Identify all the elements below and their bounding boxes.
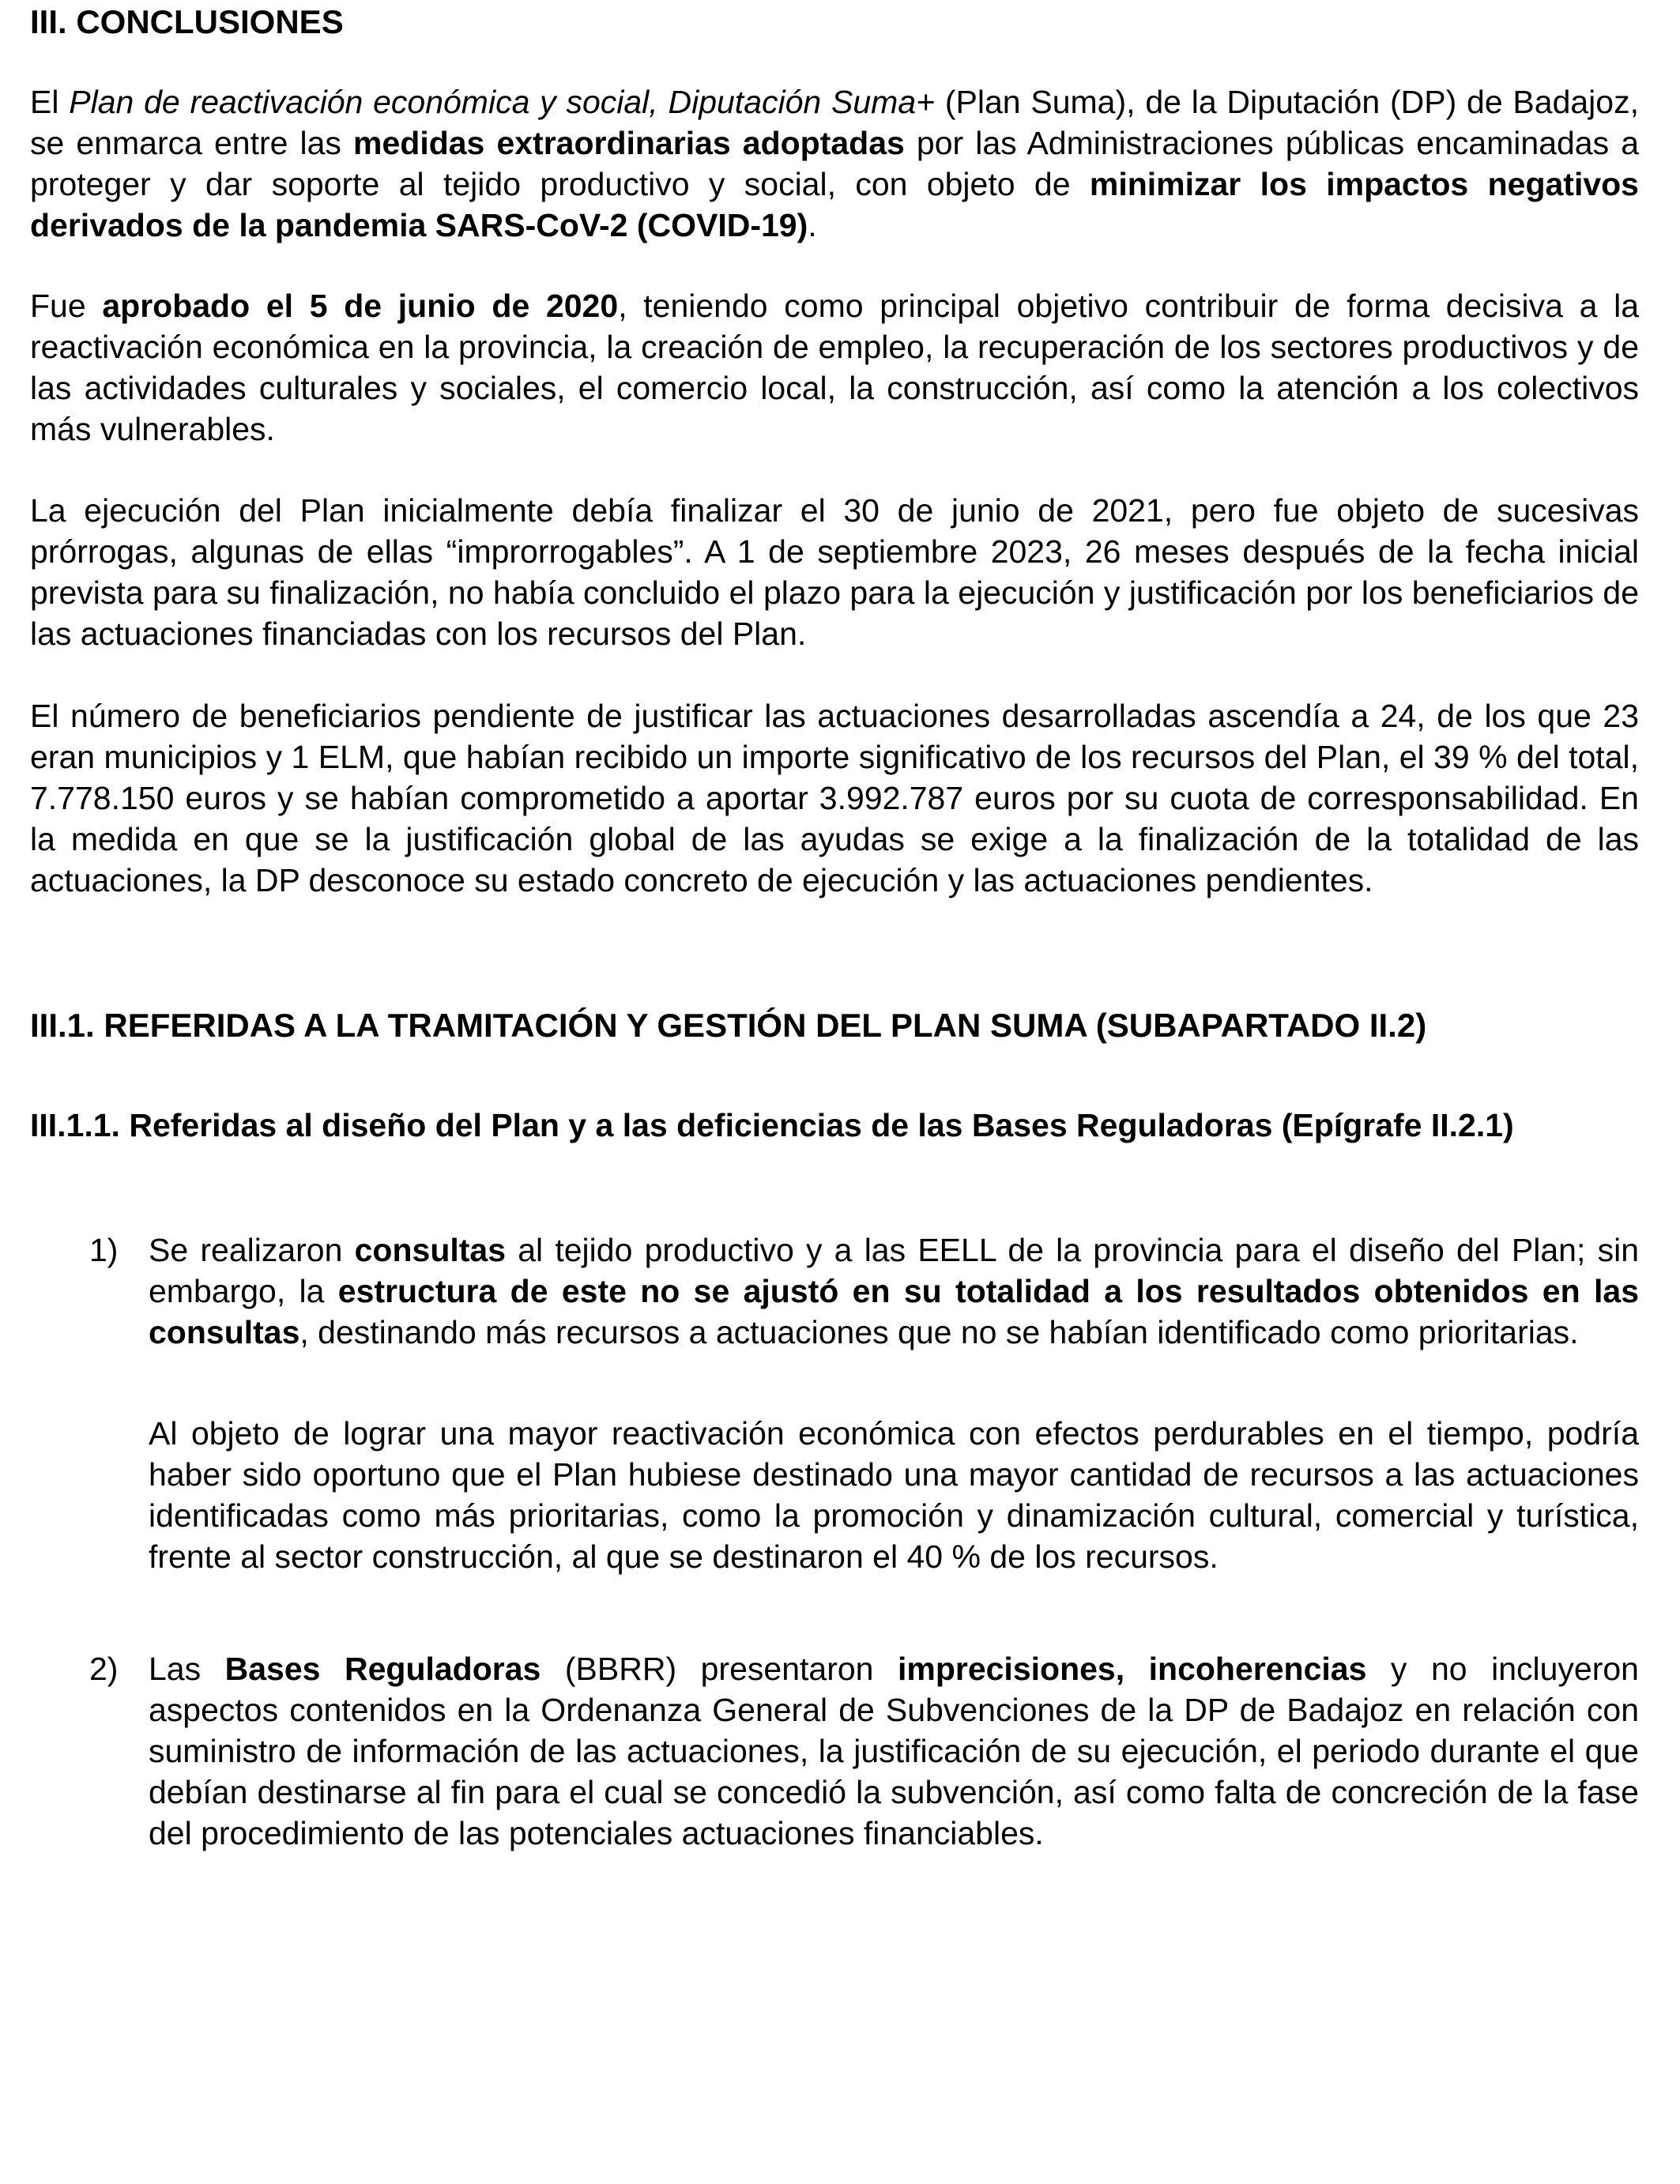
paragraph-beneficiaries: El número de beneficiarios pendiente de justificar las actuaciones desarrolladas ascendía a 24, de los que 23 eran municipios y 1 ELM, que habían recibido un importe significativo de los recursos del Plan, el 39 % del total, 7.778.150 euros y se habían comprometido a aportar 3.992.787 euros por su cuota de corresponsabilidad. En la medida en que se la justificación global de las ayudas se exige a la finalización de la totalidad de las actuaciones, la DP desconoce su estado concreto de ejecución y las actuaciones pendientes. [30, 698, 1639, 898]
list-item-1-text [149, 1229, 1639, 1353]
p2-bold-date: aprobado el 5 de junio de 2020 [102, 288, 619, 324]
p1-bold-1: medidas extraordinarias adoptadas [353, 125, 905, 161]
i1-bold-1: consultas [354, 1232, 507, 1268]
p2-text-2: , teniendo como principal objetivo contribuir de forma decisiva a la reactivación económica en la provincia, la creación de empleo, la recuperación de los sectores productivos y de las actividades culturales y sociales, el comercio local, la construcción, así como la atención a los colectivos más vulnerables. [30, 288, 1639, 447]
subsubsection-title: III.1.1. Referidas al diseño del Plan y a las deficiencias de las Bases Reguladoras (Epígrafe II.2.1) [30, 1107, 1514, 1143]
p1-text-2: (Plan Suma), de la Diputación (DP) de Badajoz, se enmarca entre las [30, 84, 1639, 161]
list-item-1-number: 1) [89, 1232, 119, 1268]
i1-text-3: , destinando más recursos a actuaciones que no se habían identificado como prioritarias. [299, 1314, 1579, 1350]
list-item-2-number: 2) [89, 1651, 119, 1687]
paragraph-execution: La ejecución del Plan inicialmente debía finalizar el 30 de junio de 2021, pero fue objeto de sucesivas prórrogas, algunas de ellas “improrrogables”. A 1 de septiembre 2023, 26 meses después de la fecha inicial prevista para su finalización, no había concluido el plazo para la ejecución y justificación por los beneficiarios de las actuaciones financiadas con los recursos del Plan. [30, 492, 1639, 652]
list-item-2-text [149, 1648, 1639, 1854]
i1-bold-2: estructura de este no se ajustó en su totalidad a los resultados obtenidos en las consultas [149, 1273, 1639, 1350]
p1-plan-name: Plan de reactivación económica y social, Diputación Suma+ [69, 84, 936, 120]
i1-text-1: Se realizaron [149, 1232, 355, 1268]
p1-bold-2: minimizar los impactos negativos derivados de la pandemia SARS-CoV-2 (COVID-19) [30, 166, 1639, 243]
p1-text-3: por las Administraciones públicas encaminadas a proteger y dar soporte al tejido productivo y social, con objeto de [30, 125, 1639, 202]
i2-text-1: Las [149, 1651, 225, 1687]
list-item-1-followup: Al objeto de lograr una mayor reactivación económica con efectos perdurables en el tiempo, podría haber sido oportuno que el Plan hubiese destinado una mayor cantidad de recursos a las actuaciones identificadas como más prioritarias, como la promoción y dinamización cultural, comercial y turística, frente al sector construcción, al que se destinaron el 40 % de los recursos. [149, 1415, 1639, 1575]
p2-text-1: Fue [30, 288, 103, 324]
p1-text-4: . [808, 207, 817, 243]
i2-bold-2: imprecisiones, incoherencias [897, 1651, 1367, 1687]
p1-text-1: El [30, 84, 70, 120]
paragraph-approval [30, 285, 1639, 450]
subsection-title: III.1. REFERIDAS A LA TRAMITACIÓN Y GESTIÓN DEL PLAN SUMA (SUBAPARTADO II.2) [30, 1007, 1427, 1044]
i1-text-2: al tejido productivo y a las EELL de la provincia para el diseño del Plan; sin embargo, la [149, 1232, 1639, 1309]
i2-bold-1: Bases Reguladoras [224, 1651, 541, 1687]
i2-text-3: y no incluyeron aspectos contenidos en la Ordenanza General de Subvenciones de la DP de Badajoz en relación con suministro de información de las actuaciones, la justificación de su ejecución, el periodo durante el que debían destinarse al fin para el cual se concedió la subvención, así como falta de concreción de la fase del procedimiento de las potenciales actuaciones financiables. [149, 1651, 1639, 1851]
i2-text-2: (BBRR) presentaron [541, 1651, 898, 1687]
paragraph-plan-suma [30, 81, 1639, 246]
section-title: III. CONCLUSIONES [30, 3, 344, 40]
